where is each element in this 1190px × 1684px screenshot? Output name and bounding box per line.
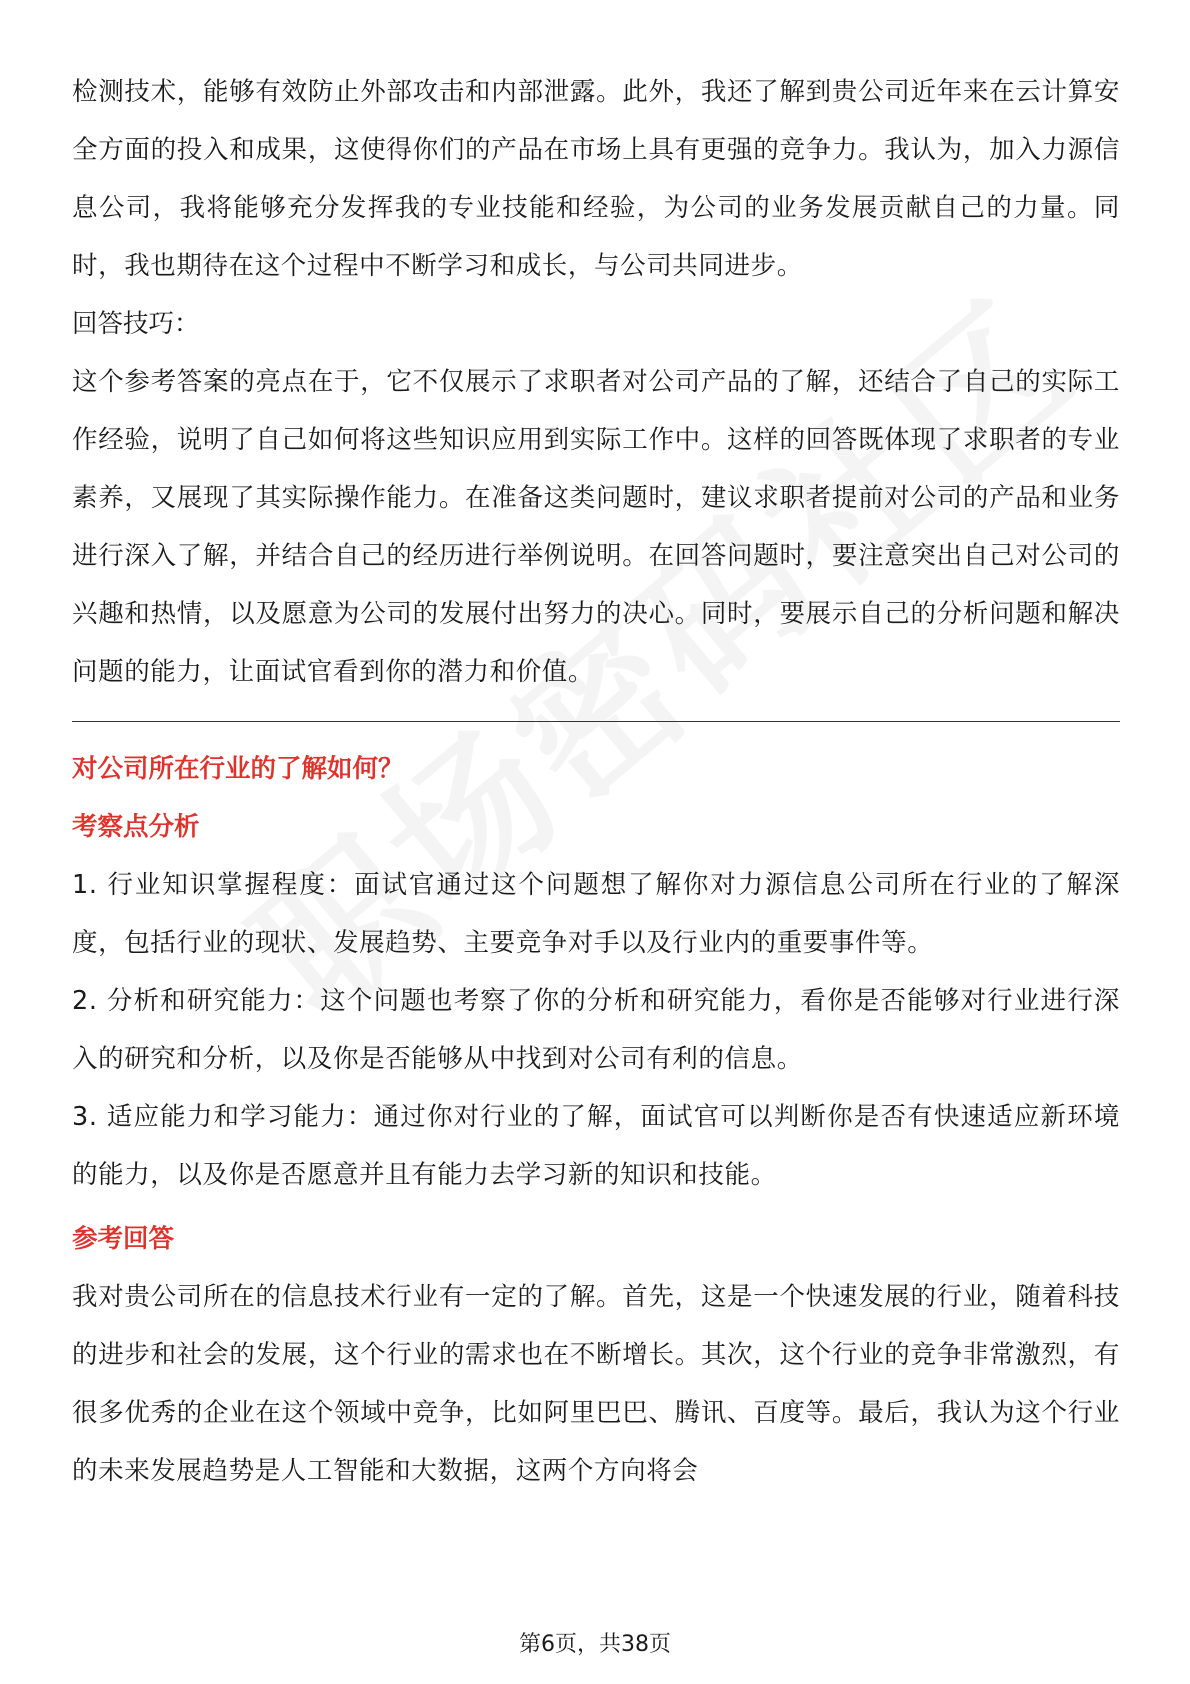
question-title: 对公司所在行业的了解如何？	[72, 754, 404, 784]
answer-heading: 参考回答	[72, 1224, 175, 1254]
tips-label: 回答技巧：	[72, 309, 200, 339]
analysis-point-3: 3. 适应能力和学习能力：通过你对行业的了解，面试官可以判断你是否有快速适应新环境的能力，以及你是否愿意并且有能力去学习新的知识和技能。	[72, 1102, 1120, 1190]
analysis-heading: 考察点分析	[72, 812, 200, 842]
section-divider	[72, 721, 1120, 722]
answer-paragraph: 我对贵公司所在的信息技术行业有一定的了解。首先，这是一个快速发展的行业，随着科技的进步和社会的发展，这个行业的需求也在不断增长。其次，这个行业的竞争非常激烈，有很多优秀的企业在这个领域中竞争，比如阿里巴巴、腾讯、百度等。最后，我认为这个行业的未来发展趋势是人工智能和大数据，这两个方向将会	[72, 1282, 1120, 1486]
document-body	[72, 63, 1120, 1500]
page-number: 第6页，共38页	[519, 1632, 671, 1657]
analysis-point-1: 1. 行业知识掌握程度：面试官通过这个问题想了解你对力源信息公司所在行业的了解深度，包括行业的现状、发展趋势、主要竞争对手以及行业内的重要事件等。	[72, 870, 1120, 958]
continued-answer-paragraph: 检测技术，能够有效防止外部攻击和内部泄露。此外，我还了解到贵公司近年来在云计算安全方面的投入和成果，这使得你们的产品在市场上具有更强的竞争力。我认为，加入力源信息公司，我将能够充分发挥我的专业技能和经验，为公司的业务发展贡献自己的力量。同时，我也期待在这个过程中不断学习和成长，与公司共同进步。	[72, 77, 1120, 281]
analysis-point-2: 2. 分析和研究能力：这个问题也考察了你的分析和研究能力，看你是否能够对行业进行深入的研究和分析，以及你是否能够从中找到对公司有利的信息。	[72, 986, 1120, 1074]
tips-paragraph: 这个参考答案的亮点在于，它不仅展示了求职者对公司产品的了解，还结合了自己的实际工作经验，说明了自己如何将这些知识应用到实际工作中。这样的回答既体现了求职者的专业素养，又展现了其实际操作能力。在准备这类问题时，建议求职者提前对公司的产品和业务进行深入了解，并结合自己的经历进行举例说明。在回答问题时，要注意突出自己对公司的兴趣和热情，以及愿意为公司的发展付出努力的决心。同时，要展示自己的分析问题和解决问题的能力，让面试官看到你的潜力和价值。	[72, 367, 1120, 687]
